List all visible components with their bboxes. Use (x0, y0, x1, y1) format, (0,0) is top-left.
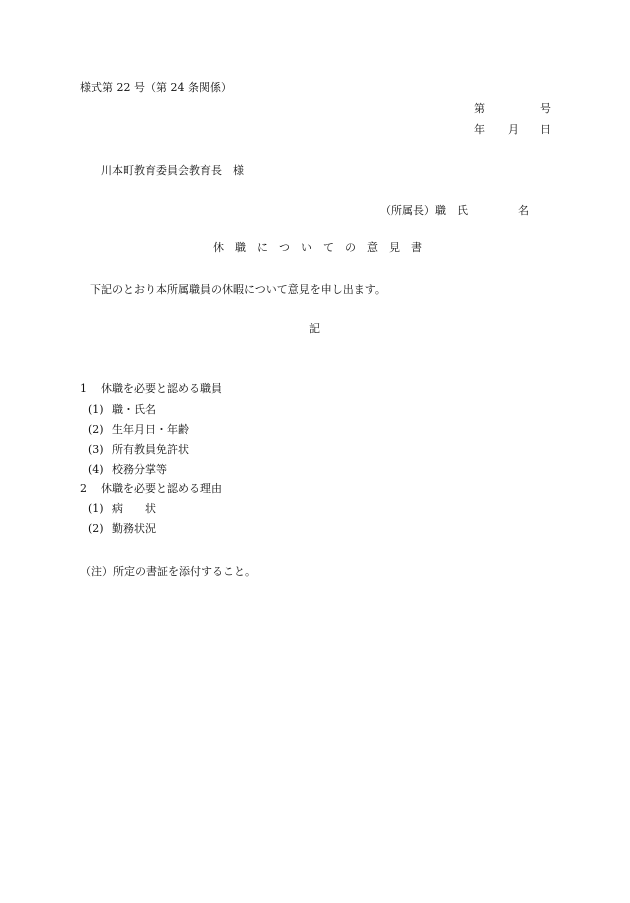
subitem-text: 職・氏名 (112, 403, 156, 416)
number-go: 号 (540, 102, 551, 115)
date-month: 月 (508, 123, 519, 136)
subitem-number: (1) (88, 502, 104, 515)
document-title: 休 職 に つ い て の 意 見 書 (213, 241, 422, 254)
number-dai: 第 (474, 102, 485, 115)
date-day: 日 (540, 123, 551, 136)
item-number: 2 (80, 482, 87, 495)
subitem-text: 生年月日・年齢 (112, 423, 189, 436)
sender-mei: 名 (518, 204, 529, 217)
subitem-number: (2) (88, 522, 104, 535)
subitem-number: (3) (88, 443, 104, 456)
subitem-text: 所有教員免許状 (112, 443, 189, 456)
sender-name-label: （所属長）職 氏 (380, 204, 468, 217)
item-number: 1 (80, 382, 87, 395)
item-text: 休職を必要と認める職員 (101, 382, 222, 395)
addressee: 川本町教育委員会教育長 様 (101, 164, 244, 177)
subitem-number: (4) (88, 463, 104, 476)
footnote: （注）所定の書証を添付すること。 (80, 565, 256, 578)
date-year: 年 (474, 123, 485, 136)
intro-text: 下記のとおり本所属職員の休暇について意見を申し出ます。 (90, 283, 386, 296)
subitem-text: 校務分掌等 (112, 463, 167, 476)
item-text: 休職を必要と認める理由 (101, 482, 222, 495)
subitem-number: (2) (88, 423, 104, 436)
subitem-number: (1) (88, 403, 104, 416)
form-label: 様式第 22 号（第 24 条関係） (80, 81, 232, 94)
ki-heading: 記 (309, 322, 320, 335)
subitem-text: 病 状 (112, 502, 156, 515)
subitem-text: 勤務状況 (112, 522, 156, 535)
